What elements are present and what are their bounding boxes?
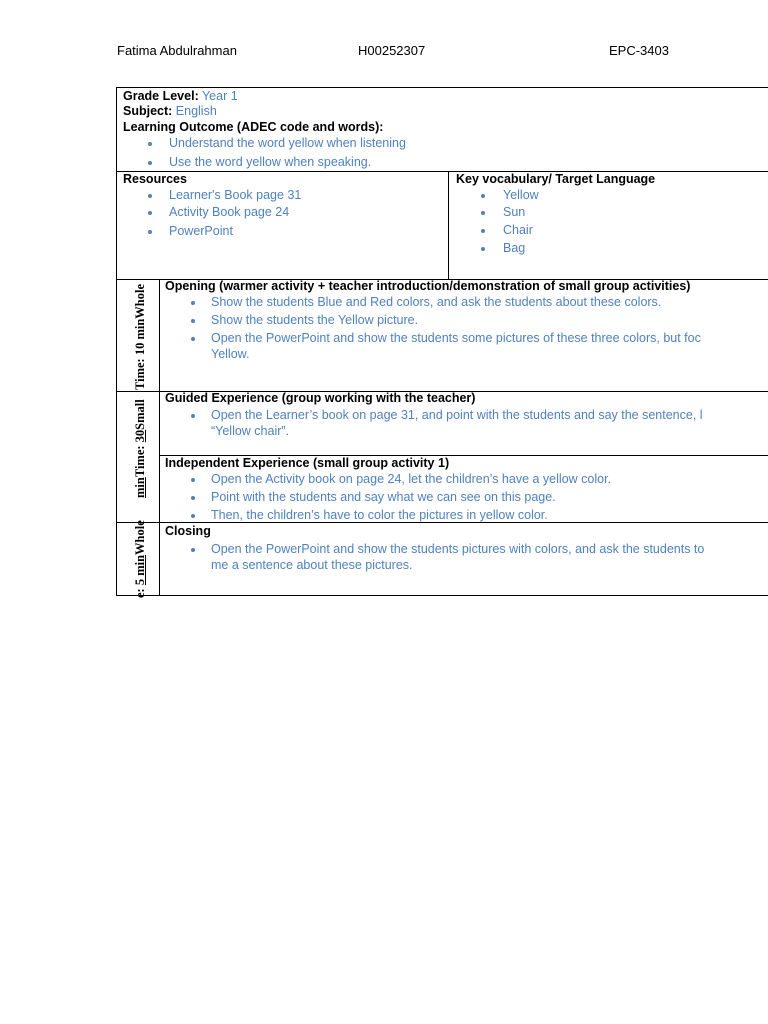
guided-item-continued: “Yellow chair”. [211, 424, 290, 438]
independent-item: Open the Activity book on page 24, let the children’s have a yellow color. [211, 472, 612, 486]
row-divider [117, 171, 768, 172]
guided-time: Time: [133, 442, 147, 478]
vocabulary-label: Key vocabulary/ Target Language [456, 172, 656, 186]
guided-group: Small [133, 399, 147, 430]
closing-time-label [133, 520, 148, 598]
resource-item: Activity Book page 24 [169, 205, 290, 219]
course-code: EPC-3403 [609, 43, 669, 58]
resource-item: PowerPoint [169, 224, 233, 238]
vocab-item: Chair [503, 223, 533, 237]
bullet [191, 548, 195, 552]
guided-time-label [133, 399, 148, 498]
outcome-item: Understand the word yellow when listening [169, 136, 406, 150]
vocab-item: Yellow [503, 188, 539, 202]
grade-level-value: Year 1 [198, 89, 238, 103]
guided-time-num: 30 [133, 429, 147, 443]
bullet [191, 414, 195, 418]
subject [123, 104, 217, 119]
resources-label: Resources [123, 172, 187, 186]
independent-item: Point with the students and say what we can see on this page. [211, 490, 556, 504]
outcome-item: Use the word yellow when speaking. [169, 155, 372, 169]
bullet [148, 142, 152, 146]
closing-item-continued: me a sentence about these pictures. [211, 558, 413, 572]
bullet [148, 211, 152, 215]
learning-outcome-label: Learning Outcome (ADEC code and words): [123, 120, 384, 134]
bullet [191, 319, 195, 323]
student-name: Fatima Abdulrahman [117, 43, 237, 58]
opening-heading: Opening (warmer activity + teacher introduction/demonstration of small group activities) [165, 279, 691, 293]
bullet [191, 301, 195, 305]
grade-level-label: Grade Level: [123, 89, 199, 103]
closing-item: Open the PowerPoint and show the students pictures with colors, and ask the students to [211, 542, 705, 556]
closing-group: Whole [133, 520, 147, 555]
bullet [148, 161, 152, 165]
independent-item: Then, the children’s have to color the pictures in yellow color. [211, 508, 548, 522]
closing-time-num: 5 min [133, 554, 147, 586]
opening-group: Whole [133, 283, 147, 319]
bullet [481, 211, 485, 215]
guided-heading: Guided Experience (group working with the teacher) [165, 391, 476, 405]
bullet [481, 229, 485, 233]
subject-label: Subject: [123, 104, 173, 118]
closing-time: e: [133, 585, 147, 598]
grade-level [123, 89, 238, 104]
guided-item: Open the Learner’s book on page 31, and point with the students and say the sentence, l [211, 408, 703, 422]
bullet [191, 514, 195, 518]
resource-item: Learner's Book page 31 [169, 188, 302, 202]
vocab-item: Sun [503, 205, 526, 219]
bullet [481, 247, 485, 251]
opening-item: Show the students the Yellow picture. [211, 313, 419, 327]
subject-value: English [172, 104, 217, 118]
opening-time: Time: 10 min [133, 318, 147, 390]
time-column-divider [159, 279, 160, 596]
bullet [191, 337, 195, 341]
opening-item: Show the students Blue and Red colors, and ask the students about these colors. [211, 295, 662, 309]
independent-heading: Independent Experience (small group activity 1) [165, 456, 450, 470]
opening-item: Open the PowerPoint and show the students some pictures of these three colors, but foc [211, 331, 701, 345]
bullet [191, 496, 195, 500]
lesson-plan-table [116, 87, 768, 596]
student-id: H00252307 [358, 43, 426, 58]
closing-heading: Closing [165, 524, 211, 538]
bullet [191, 478, 195, 482]
bullet [148, 194, 152, 198]
vocab-item: Bag [503, 241, 526, 255]
opening-item-continued: Yellow. [211, 347, 250, 361]
bullet [481, 194, 485, 198]
column-divider [448, 171, 449, 279]
opening-time-label [133, 284, 148, 390]
guided-time-min: min [133, 477, 147, 498]
bullet [148, 230, 152, 234]
